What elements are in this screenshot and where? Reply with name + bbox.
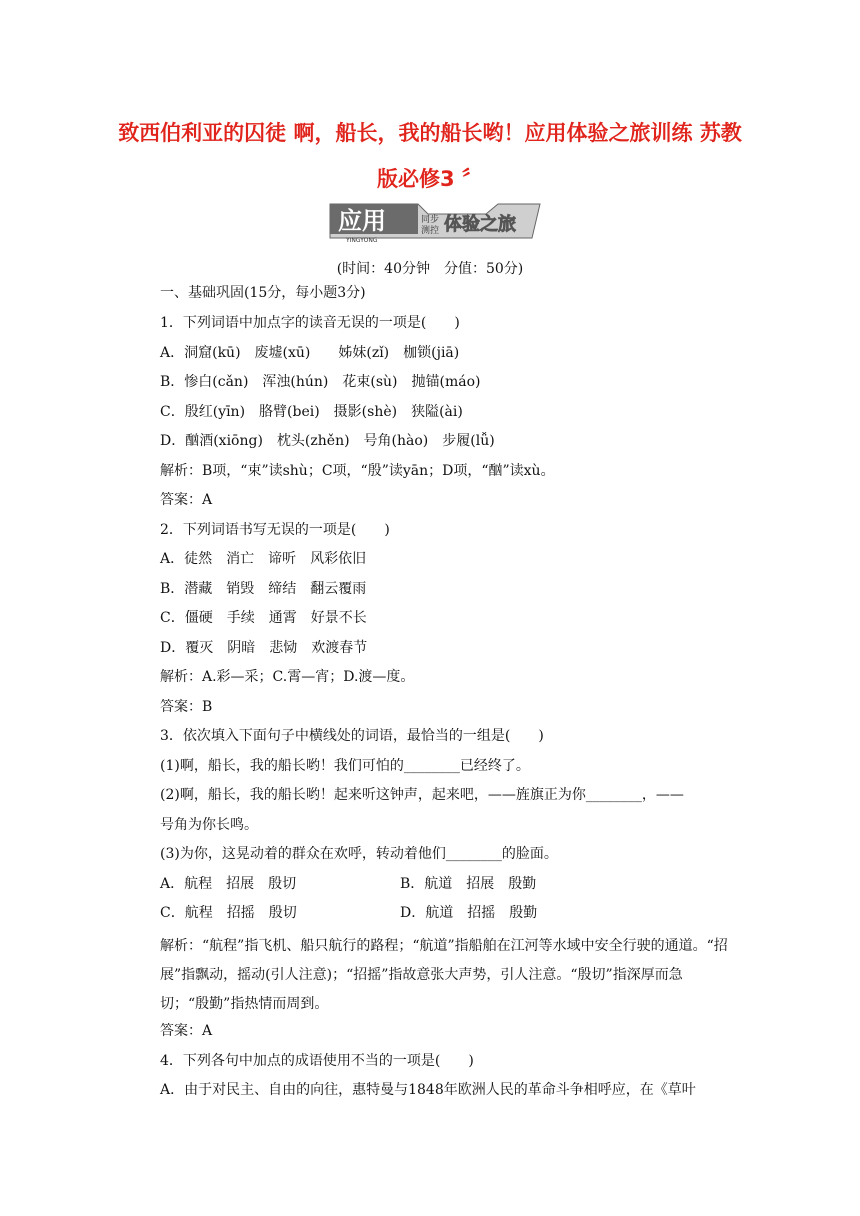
text-line: 答案：B [160, 699, 213, 715]
text-line: D．覆灭 阴暗 悲恸 欢渡春节 [160, 640, 368, 656]
banner-pinyin: YINGYONG [346, 237, 378, 244]
option-b: B．航道 招展 殷勤 [400, 876, 537, 892]
text-line: 3．依次填入下面句子中横线处的词语，最恰当的一组是( ) [160, 728, 544, 744]
banner-right-text: 体验之旅 [444, 214, 516, 235]
text-line: A．洞窟(kū) 废墟(xū) 姊妹(zǐ) 枷锁(jiā) [160, 345, 460, 361]
options-row-1 [160, 873, 537, 895]
text-line: (1)啊，船长，我的船长哟！我们可怕的________已经终了。 [160, 758, 530, 774]
text-line: C．僵硬 手续 通霄 好景不长 [160, 610, 367, 626]
text-line: 1．下列词语中加点字的读音无误的一项是( ) [160, 315, 460, 331]
text-line: A．由于对民主、自由的向往，惠特曼与1848年欧洲人民的革命斗争相呼应，在《草叶 [160, 1082, 696, 1098]
text-line: 答案：A [160, 492, 213, 508]
time-score-info: (时间：40分钟 分值：50分) [336, 261, 524, 277]
document-title [100, 110, 760, 202]
option-a: A．航程 招展 殷切 [160, 876, 297, 892]
text-line: 4．下列各句中加点的成语使用不当的一项是( ) [160, 1053, 474, 1069]
title-line-2: 版必修3 〞 [377, 167, 483, 191]
text-line: B．惨白(cǎn) 浑浊(hún) 花束(sù) 抛锚(máo) [160, 374, 481, 390]
text-line: 解析：A.彩—采；C.霄—宵；D.渡—度。 [160, 669, 415, 685]
text-line: D．酗酒(xiōng) 枕头(zhěn) 号角(hào) 步履(lǚ) [160, 433, 495, 449]
text-line: 2．下列词语书写无误的一项是( ) [160, 522, 390, 538]
text-line: A．徒然 消亡 谛听 风彩依旧 [160, 551, 367, 567]
title-line-1: 致西伯利亚的囚徒 啊，船长，我的船长哟！应用体验之旅训练 苏教 [118, 121, 742, 145]
text-line: 一、基础巩固(15分，每小题3分) [160, 285, 366, 301]
text-line: (3)为你，这晃动着的群众在欢呼，转动着他们________的脸面。 [160, 846, 558, 862]
text-line: B．潜藏 销毁 缔结 翻云覆雨 [160, 581, 367, 597]
option-c: C．航程 招摇 殷切 [160, 905, 297, 921]
text-line: 号角为你长鸣。 [160, 817, 258, 833]
text-line: C．殷红(yīn) 胳臂(bei) 摄影(shè) 狭隘(ài) [160, 404, 463, 420]
section-banner-logo [326, 198, 544, 244]
banner-small-top: 同步 [421, 215, 440, 225]
analysis-paragraph: 解析：“航程”指飞机、船只航行的路程；“航道”指船舶在江河等水域中安全行驶的通道。“招展”指飘动，摇动(引人注意)；“招摇”指故意张大声势，引人注意。“殷切”指深厚而急切；“殷勤”指热情而周到。 [160, 938, 728, 1012]
text-line: 答案：A [160, 1023, 213, 1039]
text-line: 解析：B项，“束”读shù；C项，“殷”读yān；D项，“酗”读xù。 [160, 463, 555, 479]
option-d: D．航道 招摇 殷勤 [400, 905, 538, 921]
banner-big-text: 应用 [338, 207, 386, 235]
banner-small-bottom: 测控 [421, 226, 440, 236]
text-line: (2)啊，船长，我的船长哟！起来听这钟声，起来吧，——旌旗正为你________，—— [160, 787, 684, 803]
options-row-2 [160, 902, 538, 924]
